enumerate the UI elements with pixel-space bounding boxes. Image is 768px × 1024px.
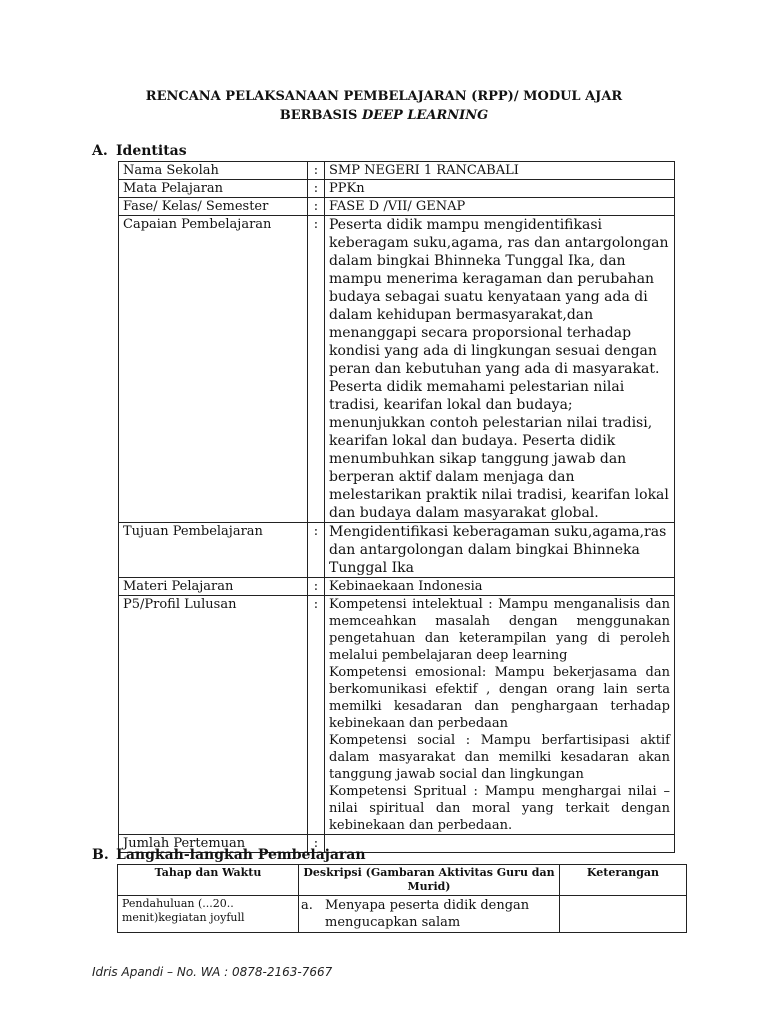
row-separator: : — [308, 835, 325, 853]
section-b-letter: B. — [92, 847, 109, 863]
row-separator: : — [308, 578, 325, 596]
section-a-title: Identitas — [116, 143, 187, 159]
row-label: Mata Pelajaran — [119, 180, 308, 198]
row-value: FASE D /VII/ GENAP — [325, 198, 675, 216]
row-separator: : — [308, 180, 325, 198]
note-cell — [560, 896, 687, 933]
title-emphasis: DEEP LEARNING — [361, 108, 489, 123]
row-value — [325, 835, 675, 853]
table-row — [119, 523, 675, 578]
description-cell — [299, 896, 560, 933]
learning-steps-table — [117, 864, 687, 933]
row-separator: : — [308, 162, 325, 180]
row-separator: : — [308, 216, 325, 523]
competency-emotional: Kompetensi emosional: Mampu bekerjasama dan berkomunikasi efektif , dengan orang lain serta memilki kesadaran dan penghargaan terhadap kebinekaan dan perbedaan — [329, 665, 670, 731]
title-prefix: BERBASIS — [279, 108, 362, 123]
competency-social: Kompetensi social : Mampu berfartisipasi aktif dalam masyarakat dan memilki kesadaran akan tanggung jawab social dan lingkungan — [329, 733, 670, 782]
competency-spiritual: Kompetensi Spritual : Mampu menghargai nilai – nilai spiritual dan moral yang terkait dengan kebinekaan dan perbedaan. — [329, 784, 670, 833]
row-value: Mengidentifikasi keberagaman suku,agama,ras dan antargolongan dalam bingkai Bhinneka Tunggal Ika — [325, 523, 675, 578]
identity-table — [118, 161, 675, 853]
row-value: SMP NEGERI 1 RANCABALI — [325, 162, 675, 180]
row-label: Jumlah Pertemuan — [119, 835, 308, 853]
row-value: Kebinaekaan Indonesia — [325, 578, 675, 596]
table-row — [119, 180, 675, 198]
competency-intellectual: Kompetensi intelektual : Mampu menganalisis dan memceahkan masalah dengan menggunakan pengetahuan dan keterampilan yang di peroleh melalui pembelajaran deep learning — [329, 597, 670, 663]
document-title-line2 — [0, 108, 768, 123]
section-b-heading — [92, 847, 366, 863]
row-label: Capaian Pembelajaran — [119, 216, 308, 523]
table-header-row — [118, 865, 687, 896]
section-a-letter: A. — [92, 143, 108, 159]
row-value: PPKn — [325, 180, 675, 198]
table-row — [119, 162, 675, 180]
table-row — [119, 198, 675, 216]
row-value — [325, 596, 675, 835]
row-separator: : — [308, 596, 325, 835]
column-header-stage: Tahap dan Waktu — [118, 865, 299, 896]
table-row — [119, 216, 675, 523]
row-value: Peserta didik mampu mengidentifikasi keberagam suku,agama, ras dan antargolongan dalam bingkai Bhinneka Tunggal Ika, dan mampu menerima keragaman dan perubahan budaya sebagai suatu kenyataan yang ada di dalam kehidupan bermasyarakat,dan menanggapi secara proporsional terhadap kondisi yang ada di lingkungan sesuai dengan peran dan kebutuhan yang ada di masyarakat. Peserta didik memahami pelestarian nilai tradisi, kearifan lokal dan budaya; menunjukkan contoh pelestarian nilai tradisi, kearifan lokal dan budaya. Peserta didik menumbuhkan sikap tanggung jawab dan berperan aktif dalam menjaga dan melestarikan praktik nilai tradisi, kearifan lokal dan budaya dalam masyarakat global. — [325, 216, 675, 523]
table-row — [119, 596, 675, 835]
section-a-heading — [92, 143, 187, 159]
document-title-line1: RENCANA PELAKSANAAN PEMBELAJARAN (RPP)/ MODUL AJAR — [145, 89, 623, 104]
row-separator: : — [308, 523, 325, 578]
table-row — [119, 578, 675, 596]
footer-contact: Idris Apandi – No. WA : 0878-2163-7667 — [92, 965, 333, 979]
row-label: Tujuan Pembelajaran — [119, 523, 308, 578]
row-separator: : — [308, 198, 325, 216]
row-label: Fase/ Kelas/ Semester — [119, 198, 308, 216]
row-label: Materi Pelajaran — [119, 578, 308, 596]
section-b-title: Langkah-langkah Pembelajaran — [116, 847, 366, 863]
list-marker: a. — [301, 898, 313, 913]
description-text: Menyapa peserta didik dengan mengucapkan salam — [325, 898, 530, 930]
column-header-note: Keterangan — [560, 865, 687, 896]
table-row — [118, 896, 687, 933]
column-header-description: Deskripsi (Gambaran Aktivitas Guru dan Murid) — [299, 865, 560, 896]
stage-cell: Pendahuluan (...20.. menit)kegiatan joyfull — [118, 896, 299, 933]
row-label: Nama Sekolah — [119, 162, 308, 180]
row-label: P5/Profil Lulusan — [119, 596, 308, 835]
